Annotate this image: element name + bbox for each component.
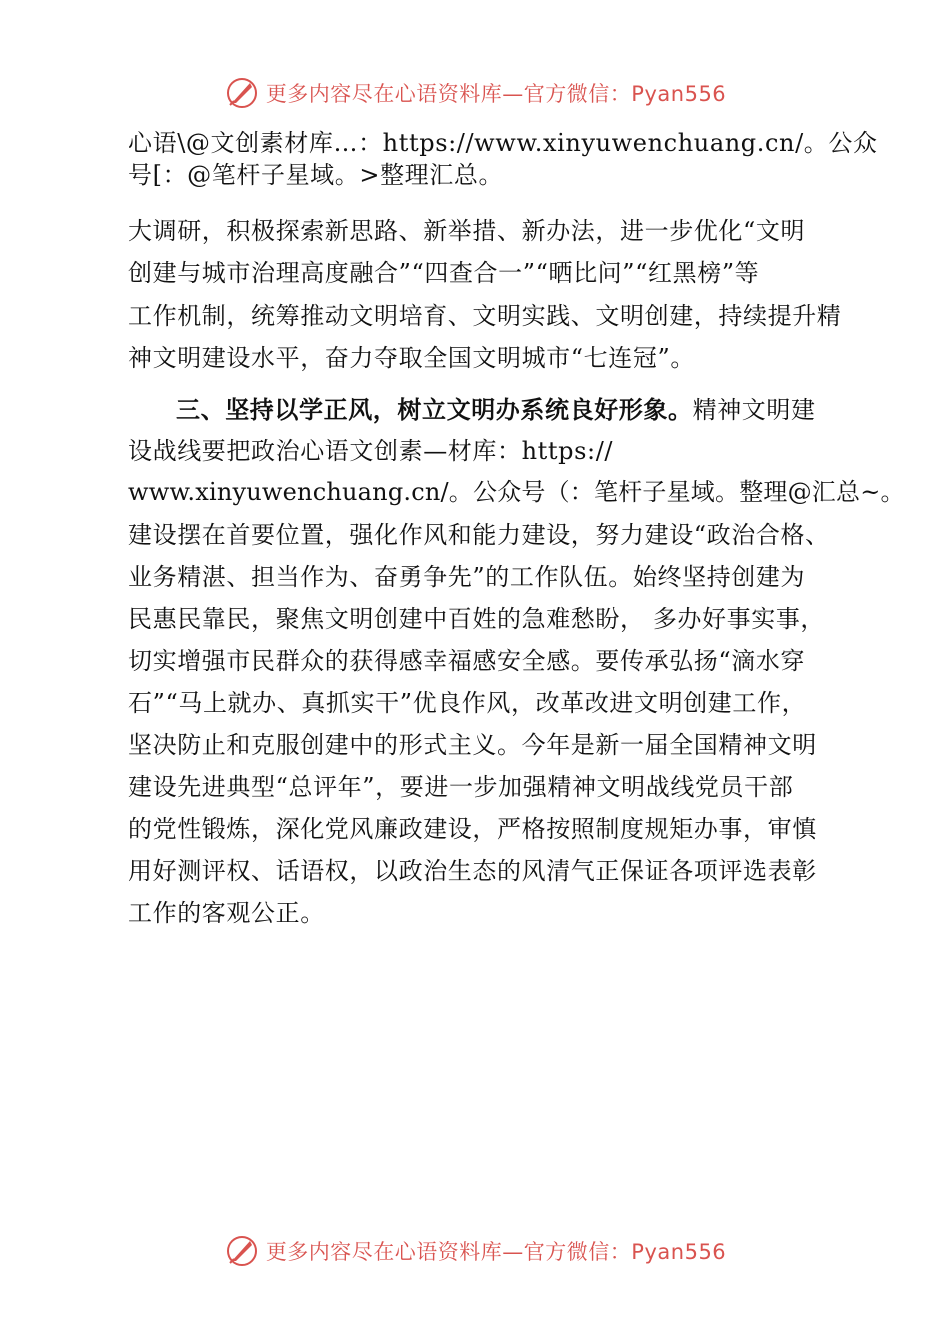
section-heading-line: [176, 395, 816, 425]
text-line: 心语\@文创素材库…：https://www.xinyuwenchuang.cn/。公众: [128, 129, 878, 157]
text-line: 工作机制，统筹推动文明培育、文明实践、文明创建，持续提升精: [128, 302, 842, 330]
banner-text: 更多内容尽在心语资料库—官方微信：Pyan556: [265, 1240, 727, 1264]
footer-banner: [0, 1226, 950, 1276]
quill-logo-icon: [224, 1233, 260, 1269]
text-line: 石”“马上就办、真抓实干”优良作风，改革改进文明创建工作，: [128, 689, 807, 717]
text-line: 工作的客观公正。: [128, 899, 325, 927]
text-fragment: 精神文明建: [692, 396, 816, 424]
text-line: 用好测评权、话语权，以政治生态的风清气正保证各项评选表彰: [128, 857, 817, 885]
section-heading: 三、坚持以学正风，树立文明办系统良好形象。: [176, 396, 693, 424]
text-line: 业务精湛、担当作为、奋勇争先”的工作队伍。始终坚持创建为: [128, 563, 806, 591]
text-line: 的党性锻炼，深化党风廉政建设，严格按照制度规矩办事，审慎: [128, 815, 817, 843]
text-line: 大调研，积极探索新思路、新举措、新办法，进一步优化“文明: [128, 217, 806, 245]
text-line: 神文明建设水平，奋力夺取全国文明城市“七连冠”。: [128, 344, 695, 372]
header-banner: [0, 68, 950, 118]
text-line: 民惠民靠民，聚焦文明创建中百姓的急难愁盼， 多办好事实事，: [128, 605, 826, 633]
text-line: 号[：@笔杆子星域。>整理汇总。: [128, 161, 504, 189]
text-line: 坚决防止和克服创建中的形式主义。今年是新一届全国精神文明: [128, 731, 817, 759]
text-line: 创建与城市治理高度融合”“四查合一”“晒比问”“红黑榜”等: [128, 259, 760, 287]
text-line: www.xinyuwenchuang.cn/。公众号（：笔杆子星域。整理@汇总~。: [128, 478, 905, 506]
banner-text: 更多内容尽在心语资料库—官方微信：Pyan556: [265, 82, 727, 106]
text-line: 建设摆在首要位置，强化作风和能力建设，努力建设“政治合格、: [128, 521, 830, 549]
text-line: 设战线要把政治心语文创素—材库：https://: [128, 437, 614, 465]
text-line: 建设先进典型“总评年”，要进一步加强精神文明战线党员干部: [128, 773, 794, 801]
quill-logo-icon: [224, 75, 260, 111]
text-line: 切实增强市民群众的获得感幸福感安全感。要传承弘扬“滴水穿: [128, 647, 806, 675]
